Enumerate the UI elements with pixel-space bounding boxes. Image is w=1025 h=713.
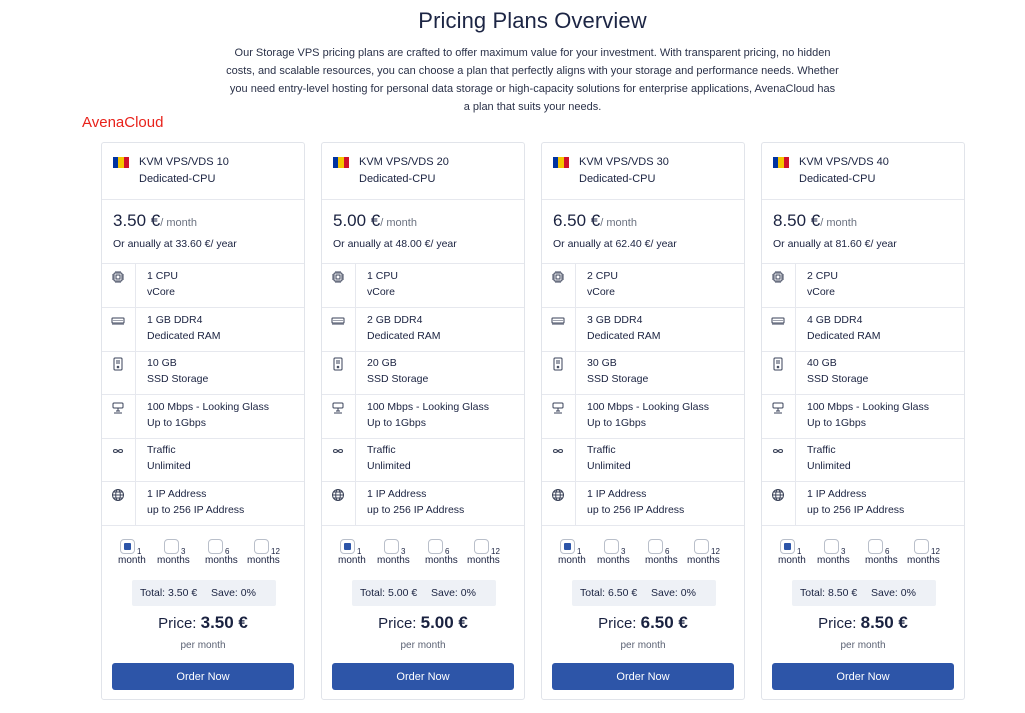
- per-month-label: per month: [180, 640, 226, 651]
- spec-row: [542, 395, 744, 439]
- spec-row: [102, 264, 304, 308]
- spec-divider: [795, 264, 796, 307]
- spec-divider: [575, 438, 576, 481]
- spec-label: Dedicated RAM: [367, 330, 441, 342]
- order-now-button[interactable]: Order Now: [332, 663, 514, 690]
- ram-icon: [551, 314, 565, 328]
- totals-box: [792, 580, 936, 606]
- spec-divider: [135, 264, 136, 307]
- price-unit: / month: [820, 217, 857, 229]
- period-number: 6: [885, 547, 890, 556]
- period-number: 12: [271, 547, 280, 556]
- spec-divider: [575, 395, 576, 438]
- spec-divider: [575, 308, 576, 351]
- spec-value: 100 Mbps - Looking Glass: [587, 401, 709, 413]
- spec-value: 1 IP Address: [587, 488, 647, 500]
- totals-box: [352, 580, 496, 606]
- ram-icon: [771, 314, 785, 328]
- spec-label: Unlimited: [367, 460, 411, 472]
- spec-value: 2 CPU: [587, 270, 618, 282]
- period-unit: months: [597, 555, 630, 566]
- infinity-icon: [331, 444, 345, 458]
- monthly-price: [773, 211, 857, 231]
- annual-price: Or anually at 62.40 €/ year: [553, 238, 677, 250]
- network-icon: [111, 401, 125, 415]
- spec-row: [542, 308, 744, 352]
- plan-card: [761, 142, 965, 700]
- plan-header: [322, 143, 524, 200]
- spec-divider: [135, 308, 136, 351]
- period-number: 1: [357, 547, 362, 556]
- billing-period-selector: [102, 539, 304, 569]
- price-block: [322, 200, 524, 264]
- spec-divider: [795, 438, 796, 481]
- spec-value: 10 GB: [147, 357, 177, 369]
- cpu-icon: [551, 270, 565, 284]
- final-price-value: 8.50 €: [860, 613, 908, 632]
- globe-icon: [111, 488, 125, 502]
- spec-row: [102, 395, 304, 439]
- period-unit: months: [157, 555, 190, 566]
- spec-row: [542, 351, 744, 395]
- period-radio[interactable]: [340, 539, 355, 554]
- intro-text: [205, 44, 860, 116]
- totals-box: [132, 580, 276, 606]
- spec-row: [762, 264, 964, 308]
- per-month-label: per month: [620, 640, 666, 651]
- spec-label: Unlimited: [807, 460, 851, 472]
- plan-name: KVM VPS/VDS 20: [359, 156, 449, 168]
- price-unit: / month: [380, 217, 417, 229]
- billing-period-selector: [762, 539, 964, 569]
- spec-value: 3 GB DDR4: [587, 314, 643, 326]
- price-unit: / month: [600, 217, 637, 229]
- final-price-value: 5.00 €: [420, 613, 468, 632]
- spec-value: 2 GB DDR4: [367, 314, 423, 326]
- plan-subtitle: Dedicated-CPU: [359, 173, 436, 185]
- final-price: [762, 613, 964, 633]
- spec-value: 30 GB: [587, 357, 617, 369]
- spec-value: 1 GB DDR4: [147, 314, 203, 326]
- period-unit: months: [425, 555, 458, 566]
- plan-cards: [101, 142, 967, 702]
- period-number: 3: [401, 547, 406, 556]
- period-unit: month: [558, 555, 586, 566]
- ram-icon: [331, 314, 345, 328]
- spec-label: up to 256 IP Address: [147, 504, 245, 516]
- final-price: [322, 613, 524, 633]
- monthly-price: [553, 211, 637, 231]
- monthly-price: [333, 211, 417, 231]
- period-number: 3: [621, 547, 626, 556]
- spec-label: SSD Storage: [807, 373, 869, 385]
- plan-subtitle: Dedicated-CPU: [579, 173, 656, 185]
- period-radio[interactable]: [474, 539, 489, 554]
- save-percent: Save: 0%: [651, 587, 696, 599]
- globe-icon: [771, 488, 785, 502]
- period-unit: months: [817, 555, 850, 566]
- spec-value: 100 Mbps - Looking Glass: [147, 401, 269, 413]
- cpu-icon: [111, 270, 125, 284]
- spec-label: Dedicated RAM: [147, 330, 221, 342]
- spec-row: [542, 438, 744, 482]
- spec-label: SSD Storage: [367, 373, 429, 385]
- spec-label: Dedicated RAM: [807, 330, 881, 342]
- billing-period-selector: [322, 539, 524, 569]
- order-now-button[interactable]: Order Now: [772, 663, 954, 690]
- period-number: 6: [665, 547, 670, 556]
- period-radio[interactable]: [604, 539, 619, 554]
- page-title: Pricing Plans Overview: [418, 8, 647, 33]
- price-block: [102, 200, 304, 264]
- brand-label: AvenaCloud: [82, 114, 164, 131]
- spec-value: 4 GB DDR4: [807, 314, 863, 326]
- period-number: 6: [445, 547, 450, 556]
- network-icon: [551, 401, 565, 415]
- spec-divider: [575, 351, 576, 394]
- intro-line: you need entry-level hosting for personal data storage or high-capacity solutions for enterprise applications, AvenaCloud has: [229, 83, 836, 95]
- spec-row: [542, 264, 744, 308]
- infinity-icon: [551, 444, 565, 458]
- period-number: 12: [711, 547, 720, 556]
- spec-value: Traffic: [367, 444, 396, 456]
- period-radio[interactable]: [780, 539, 795, 554]
- period-number: 12: [931, 547, 940, 556]
- spec-divider: [795, 482, 796, 525]
- spec-divider: [795, 395, 796, 438]
- final-price-value: 6.50 €: [640, 613, 688, 632]
- cpu-icon: [771, 270, 785, 284]
- period-radio[interactable]: [120, 539, 135, 554]
- spec-row: [322, 351, 524, 395]
- spec-label: up to 256 IP Address: [367, 504, 465, 516]
- spec-divider: [355, 351, 356, 394]
- price-block: [762, 200, 964, 264]
- spec-row: [322, 438, 524, 482]
- intro-line: Our Storage VPS pricing plans are crafted to offer maximum value for your investment. With transparent pricing, no hidden: [234, 47, 831, 59]
- per-month-label: per month: [400, 640, 446, 651]
- price-label: Price:: [158, 615, 197, 632]
- final-price: [542, 613, 744, 633]
- spec-row: [322, 264, 524, 308]
- cpu-icon: [331, 270, 345, 284]
- plan-header: [762, 143, 964, 200]
- spec-value: Traffic: [807, 444, 836, 456]
- price-block: [542, 200, 744, 264]
- final-price: [102, 613, 304, 633]
- period-number: 1: [577, 547, 582, 556]
- spec-divider: [795, 308, 796, 351]
- spec-row: [322, 308, 524, 352]
- intro-line: costs, and scalable resources, you can choose a plan that perfectly aligns with your storage and performance needs. Whether: [226, 65, 839, 77]
- spec-divider: [355, 438, 356, 481]
- spec-divider: [355, 264, 356, 307]
- storage-icon: [111, 357, 125, 371]
- intro-line: a plan that suits your needs.: [463, 101, 602, 113]
- period-radio[interactable]: [694, 539, 709, 554]
- storage-icon: [331, 357, 345, 371]
- spec-value: 1 IP Address: [367, 488, 427, 500]
- spec-label: Up to 1Gbps: [807, 417, 866, 429]
- period-unit: month: [338, 555, 366, 566]
- plan-card: [541, 142, 745, 700]
- spec-row: [762, 438, 964, 482]
- spec-value: 2 CPU: [807, 270, 838, 282]
- spec-row: [102, 482, 304, 526]
- plan-name: KVM VPS/VDS 40: [799, 156, 889, 168]
- final-price-value: 3.50 €: [200, 613, 248, 632]
- period-radio[interactable]: [560, 539, 575, 554]
- spec-row: [322, 395, 524, 439]
- period-unit: months: [205, 555, 238, 566]
- period-unit: months: [907, 555, 940, 566]
- storage-icon: [551, 357, 565, 371]
- spec-divider: [355, 308, 356, 351]
- spec-divider: [135, 438, 136, 481]
- spec-divider: [355, 395, 356, 438]
- period-radio[interactable]: [868, 539, 883, 554]
- network-icon: [771, 401, 785, 415]
- ram-icon: [111, 314, 125, 328]
- plan-name: KVM VPS/VDS 30: [579, 156, 669, 168]
- total-amount: Total: 5.00 €: [360, 587, 418, 599]
- billing-period-selector: [542, 539, 744, 569]
- spec-value: 1 CPU: [147, 270, 178, 282]
- spec-value: 1 CPU: [367, 270, 398, 282]
- spec-label: Unlimited: [147, 460, 191, 472]
- spec-label: Up to 1Gbps: [147, 417, 206, 429]
- spec-row: [102, 308, 304, 352]
- period-radio[interactable]: [428, 539, 443, 554]
- spec-row: [762, 351, 964, 395]
- plan-header: [542, 143, 744, 200]
- period-unit: month: [118, 555, 146, 566]
- spec-row: [322, 482, 524, 526]
- plan-card: [321, 142, 525, 700]
- save-percent: Save: 0%: [431, 587, 476, 599]
- plan-name: KVM VPS/VDS 10: [139, 156, 229, 168]
- spec-row: [102, 438, 304, 482]
- spec-label: Unlimited: [587, 460, 631, 472]
- spec-value: Traffic: [587, 444, 616, 456]
- period-unit: months: [467, 555, 500, 566]
- period-number: 6: [225, 547, 230, 556]
- flag-icon: [113, 157, 129, 168]
- spec-row: [102, 351, 304, 395]
- spec-value: 100 Mbps - Looking Glass: [807, 401, 929, 413]
- total-amount: Total: 3.50 €: [140, 587, 198, 599]
- spec-divider: [575, 482, 576, 525]
- annual-price: Or anually at 33.60 €/ year: [113, 238, 237, 250]
- spec-row: [762, 308, 964, 352]
- price-unit: / month: [160, 217, 197, 229]
- monthly-price: [113, 211, 197, 231]
- spec-label: up to 256 IP Address: [807, 504, 905, 516]
- annual-price: Or anually at 81.60 €/ year: [773, 238, 897, 250]
- spec-value: 1 IP Address: [147, 488, 207, 500]
- period-unit: month: [778, 555, 806, 566]
- period-radio[interactable]: [164, 539, 179, 554]
- plan-subtitle: Dedicated-CPU: [139, 173, 216, 185]
- order-now-button[interactable]: Order Now: [112, 663, 294, 690]
- spec-label: vCore: [367, 286, 396, 298]
- spec-row: [762, 395, 964, 439]
- spec-divider: [135, 351, 136, 394]
- spec-divider: [795, 351, 796, 394]
- spec-divider: [355, 482, 356, 525]
- total-amount: Total: 6.50 €: [580, 587, 638, 599]
- spec-label: Up to 1Gbps: [367, 417, 426, 429]
- period-unit: months: [687, 555, 720, 566]
- period-number: 3: [181, 547, 186, 556]
- infinity-icon: [771, 444, 785, 458]
- monthly-price-value: 3.50 €: [113, 211, 161, 230]
- flag-icon: [553, 157, 569, 168]
- spec-label: vCore: [147, 286, 176, 298]
- spec-divider: [575, 264, 576, 307]
- flag-icon: [773, 157, 789, 168]
- spec-label: up to 256 IP Address: [587, 504, 685, 516]
- spec-row: [542, 482, 744, 526]
- period-number: 1: [797, 547, 802, 556]
- monthly-price-value: 5.00 €: [333, 211, 381, 230]
- order-now-button[interactable]: Order Now: [552, 663, 734, 690]
- totals-box: [572, 580, 716, 606]
- globe-icon: [551, 488, 565, 502]
- plan-subtitle: Dedicated-CPU: [799, 173, 876, 185]
- period-radio[interactable]: [254, 539, 269, 554]
- monthly-price-value: 8.50 €: [773, 211, 821, 230]
- period-number: 1: [137, 547, 142, 556]
- annual-price: Or anually at 48.00 €/ year: [333, 238, 457, 250]
- spec-divider: [135, 395, 136, 438]
- period-number: 12: [491, 547, 500, 556]
- per-month-label: per month: [840, 640, 886, 651]
- infinity-icon: [111, 444, 125, 458]
- period-unit: months: [377, 555, 410, 566]
- period-radio[interactable]: [914, 539, 929, 554]
- spec-label: SSD Storage: [587, 373, 649, 385]
- save-percent: Save: 0%: [211, 587, 256, 599]
- period-unit: months: [645, 555, 678, 566]
- spec-divider: [135, 482, 136, 525]
- save-percent: Save: 0%: [871, 587, 916, 599]
- spec-label: vCore: [587, 286, 616, 298]
- period-unit: months: [865, 555, 898, 566]
- spec-value: 40 GB: [807, 357, 837, 369]
- price-label: Price:: [598, 615, 637, 632]
- price-label: Price:: [818, 615, 857, 632]
- spec-label: Up to 1Gbps: [587, 417, 646, 429]
- plan-header: [102, 143, 304, 200]
- spec-value: Traffic: [147, 444, 176, 456]
- spec-label: Dedicated RAM: [587, 330, 661, 342]
- spec-row: [762, 482, 964, 526]
- monthly-price-value: 6.50 €: [553, 211, 601, 230]
- spec-value: 20 GB: [367, 357, 397, 369]
- period-radio[interactable]: [648, 539, 663, 554]
- period-radio[interactable]: [824, 539, 839, 554]
- price-label: Price:: [378, 615, 417, 632]
- plan-card: [101, 142, 305, 700]
- spec-label: SSD Storage: [147, 373, 209, 385]
- spec-value: 100 Mbps - Looking Glass: [367, 401, 489, 413]
- flag-icon: [333, 157, 349, 168]
- period-unit: months: [247, 555, 280, 566]
- spec-value: 1 IP Address: [807, 488, 867, 500]
- total-amount: Total: 8.50 €: [800, 587, 858, 599]
- spec-label: vCore: [807, 286, 836, 298]
- period-radio[interactable]: [208, 539, 223, 554]
- storage-icon: [771, 357, 785, 371]
- globe-icon: [331, 488, 345, 502]
- network-icon: [331, 401, 345, 415]
- period-radio[interactable]: [384, 539, 399, 554]
- period-number: 3: [841, 547, 846, 556]
